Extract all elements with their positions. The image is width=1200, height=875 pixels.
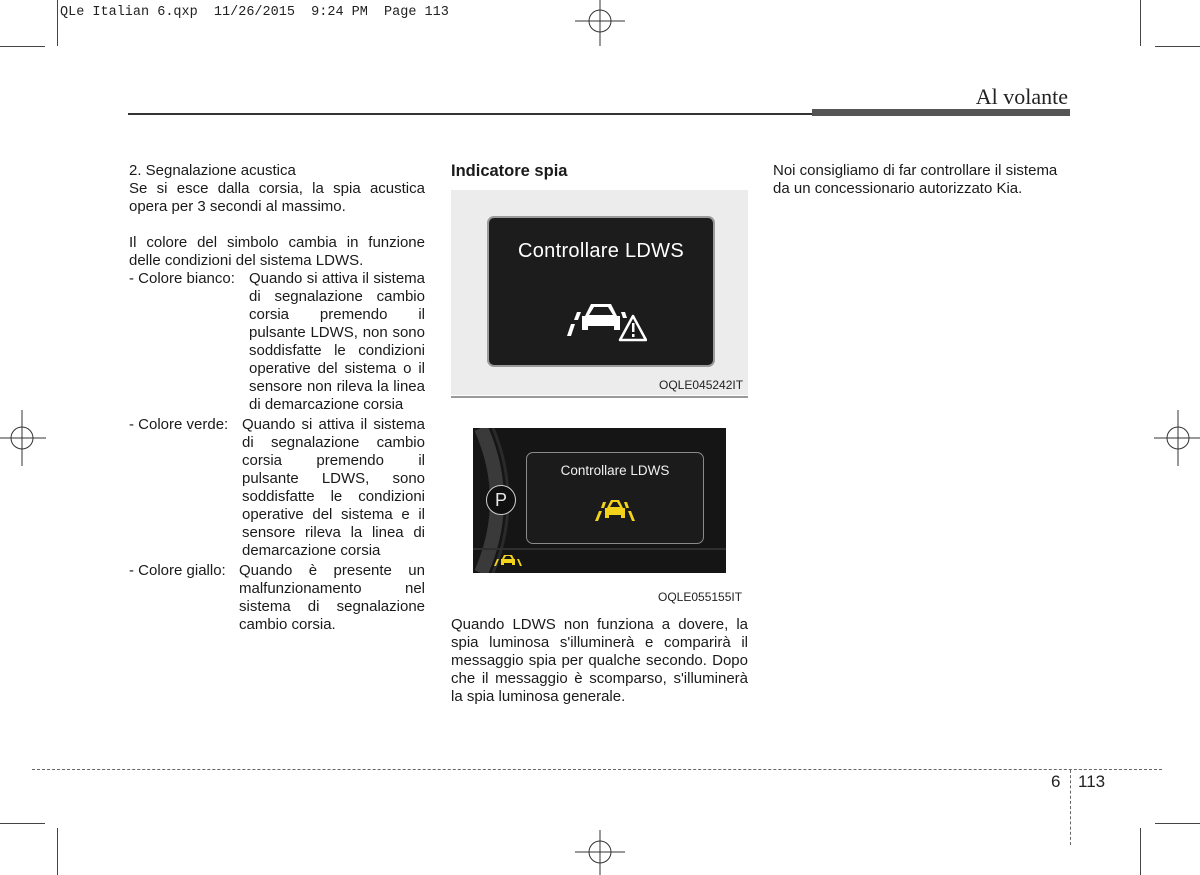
chapter-number: 6	[1051, 772, 1061, 791]
item-text: Se si esce dalla corsia, la spia acustica opera per 3 secondi al massimo.	[129, 180, 425, 215]
figure-code: OQLE045242IT	[659, 378, 744, 392]
header-rule	[128, 113, 812, 115]
cluster-display-2	[526, 452, 704, 544]
warning-paragraph: Quando LDWS non funziona a dovere, la spia luminosa s'illuminerà e comparirà il messaggio spia per qualche secondo. Dopo che il messaggio è scomparso, s'illuminerà la spia luminosa generale.	[451, 616, 748, 705]
recommendation-text: Noi consigliamo di far controllare il sistema da un concessionario autorizzato Kia.	[773, 162, 1058, 197]
print-header: QLe Italian 6.qxp 11/26/2015 9:24 PM Page 113	[60, 5, 449, 20]
lane-departure-icon	[494, 553, 522, 567]
footer-dashed-rule	[32, 769, 1162, 770]
header-rule-accent	[812, 109, 1070, 116]
display-message: Controllare LDWS	[518, 240, 684, 262]
section-heading: Indicatore spia	[451, 162, 568, 180]
right-column	[773, 162, 1073, 198]
color-item-white	[129, 270, 425, 414]
color-item-green	[129, 416, 425, 560]
color-description: Quando si attiva il sistema di segnalazione cambio corsia premendo il pulsante LDWS, non sono soddisfatte le condizioni operative del sistema o il sensore non rileva la linea di demarcazione corsia	[249, 270, 425, 413]
color-label: - Colore bianco:	[129, 270, 235, 287]
color-description: Quando si attiva il sistema di segnalazione cambio corsia premendo il pulsante LDWS, sono soddisfatte le condizioni operative del sistema e il sensore rileva la linea di demarcazione corsia	[242, 416, 425, 559]
color-intro: Il colore del simbolo cambia in funzione delle condizioni del sistema LDWS.	[129, 234, 425, 269]
left-column	[129, 162, 425, 634]
page-number: 113	[1078, 772, 1106, 791]
lane-departure-warning-icon	[565, 300, 647, 344]
registration-mark-icon	[1154, 410, 1200, 466]
display-message: Controllare LDWS	[560, 463, 670, 478]
lane-departure-icon	[594, 497, 636, 523]
color-item-yellow	[129, 562, 425, 634]
item-title: 2. Segnalazione acustica	[129, 162, 296, 179]
section-title: Al volante	[975, 84, 1068, 109]
color-description: Quando è presente un malfunzionamento nel sistema di segnalazione cambio corsia.	[239, 562, 425, 633]
color-label: - Colore giallo:	[129, 562, 226, 579]
color-label: - Colore verde:	[129, 416, 229, 433]
registration-mark-icon	[575, 0, 625, 46]
footer-dashed-separator	[1070, 770, 1071, 845]
cluster-display-1	[487, 216, 715, 367]
gear-indicator: P	[486, 485, 516, 515]
registration-mark-icon	[575, 830, 625, 875]
registration-mark-icon	[0, 410, 46, 466]
figure-code: OQLE055155IT	[658, 590, 743, 604]
figure-divider	[451, 396, 748, 398]
